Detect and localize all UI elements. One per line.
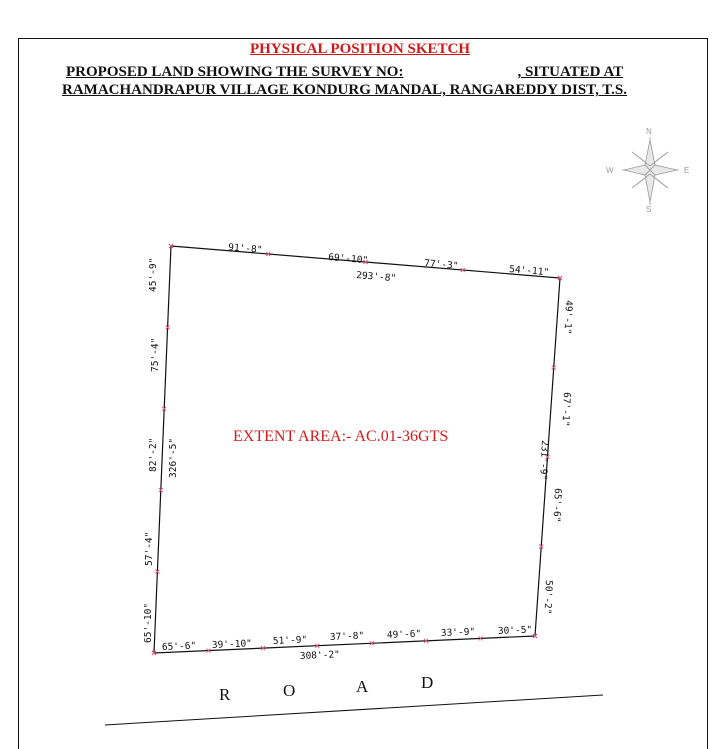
right-total: 231'-9" (537, 439, 550, 481)
compass-e-label: E (684, 166, 690, 175)
bottom-total: 308'-2" (299, 649, 341, 662)
compass-w-label: W (606, 166, 614, 175)
right-segment-2: 67'-1" (559, 391, 572, 427)
left-segment-2: 75'-4" (150, 337, 161, 372)
bottom-segment-3: 51'-9" (272, 634, 308, 647)
header-line-1-a: PROPOSED LAND SHOWING THE SURVEY NO: (66, 64, 404, 80)
top-total: 293'-8" (355, 270, 397, 285)
right-segment-3: 65'-6" (550, 487, 563, 523)
header-line-1-b: , SITUATED AT (517, 64, 624, 80)
compass-west-point (624, 165, 650, 175)
right-segment-4: 50'-2" (541, 579, 554, 615)
plot-boundary (154, 246, 560, 653)
road-line (105, 695, 603, 725)
left-segment-1: 45'-9" (148, 257, 159, 292)
segment-ticks (152, 244, 562, 655)
road-letter-o: O (283, 681, 296, 700)
top-segment-4: 54'-11" (508, 264, 550, 279)
bottom-segment-5: 49'-6" (386, 628, 422, 641)
top-segment-2: 69'-10" (327, 252, 369, 267)
top-segment-1: 91'-8" (227, 242, 263, 256)
bottom-segment-7: 30'-5" (497, 624, 533, 637)
left-total: 326'-5" (168, 437, 179, 478)
right-segment-1: 49'-1" (561, 299, 574, 335)
top-segment-3: 77'-3" (423, 258, 459, 272)
bottom-segment-1: 65'-6" (161, 640, 197, 653)
bottom-segment-6: 33'-9" (440, 626, 476, 639)
compass-south-point (645, 170, 655, 202)
bottom-segment-4: 37'-8" (329, 630, 365, 643)
compass-n-label: N (646, 127, 652, 136)
bottom-segment-2: 39'-10" (211, 638, 253, 651)
compass-rose-icon (622, 137, 679, 205)
left-segment-4: 57'-4" (144, 531, 155, 566)
road-letter-a: A (356, 677, 369, 696)
compass-s-label: S (646, 205, 652, 214)
compass-east-point (650, 165, 677, 175)
extent-area-label: EXTENT AREA:- AC.01-36GTS (233, 428, 449, 445)
road-letter-r: R (219, 685, 231, 704)
sketch-title: PHYSICAL POSITION SKETCH (249, 41, 471, 57)
left-segment-5: 65'-10" (143, 602, 154, 643)
left-segment-3: 82'-2" (148, 437, 159, 472)
road-letter-d: D (421, 673, 434, 692)
header-line-2: RAMACHANDRAPUR VILLAGE KONDURG MANDAL, RANGAREDDY DIST, T.S. (62, 82, 628, 98)
